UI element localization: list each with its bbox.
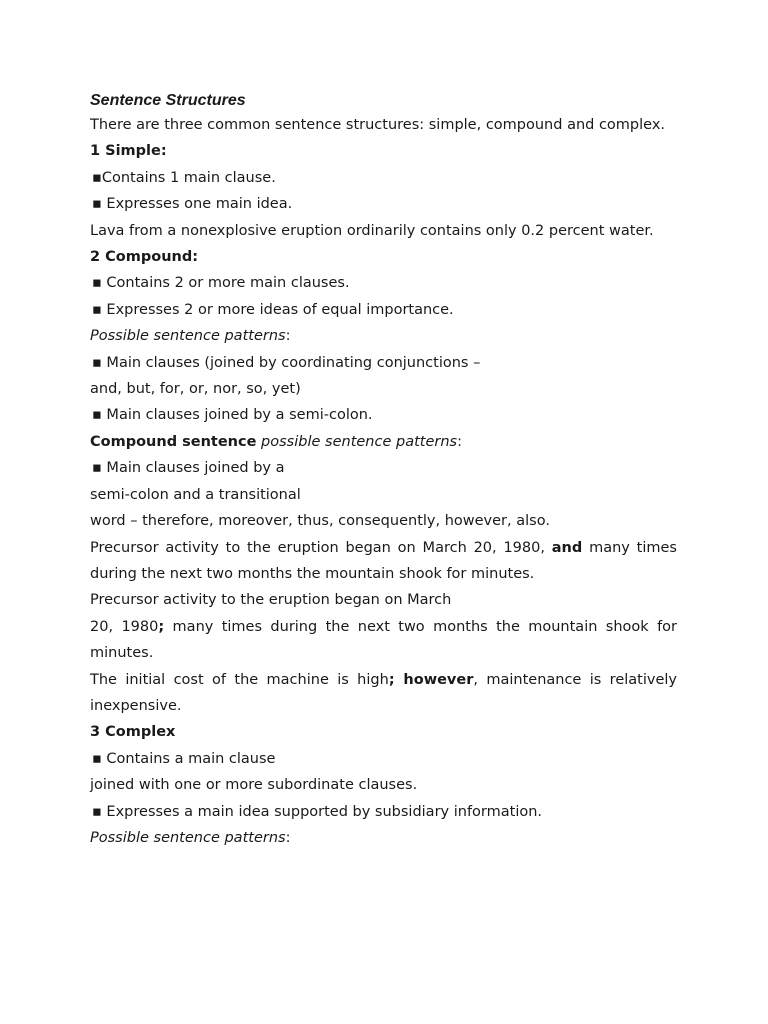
- compound-sentence-line-3: word – therefore, moreover, thus, consequently, however, also.: [90, 513, 550, 530]
- intro-paragraph: There are three common sentence structures: simple, compound and complex.: [90, 117, 666, 133]
- document-page: [90, 90, 677, 851]
- complex-patterns-label-colon: :: [285, 829, 291, 846]
- compound-heading: 2 Compound:: [90, 249, 199, 266]
- example-2-part-a: 20, 1980: [90, 618, 159, 635]
- complex-heading: 3 Complex: [90, 724, 176, 741]
- simple-bullet-1: ▪Contains 1 main clause.: [92, 169, 276, 186]
- compound-bullet-1: ▪ Contains 2 or more main clauses.: [92, 275, 350, 292]
- example-1-part-b: many times during the next two months the mountain shook for minutes.: [90, 539, 677, 582]
- compound-pattern-1-line-1: ▪ Main clauses (joined by coordinating conjunctions –: [92, 354, 481, 371]
- complex-patterns-label-text: Possible sentence patterns: [90, 829, 286, 846]
- patterns-label-text: Possible sentence patterns: [90, 328, 286, 345]
- patterns-label-colon: :: [285, 328, 291, 345]
- complex-bullet-1-line-1: ▪ Contains a main clause: [92, 750, 276, 767]
- example-2-part-b: many times during the next two months the mountain shook for minutes.: [90, 618, 678, 662]
- compound-sentence-colon: :: [457, 433, 462, 450]
- complex-patterns-label: [90, 825, 677, 851]
- compound-example-3: [90, 667, 677, 720]
- compound-sentence-patterns-label: [90, 429, 677, 455]
- compound-example-1: [90, 535, 677, 588]
- example-1-part-a: Precursor activity to the eruption began on March 20, 1980,: [90, 539, 552, 556]
- compound-example-2-line-2: [90, 614, 677, 667]
- simple-heading: 1 Simple:: [90, 143, 167, 160]
- compound-example-2-line-1: Precursor activity to the eruption began on March: [90, 592, 452, 609]
- example-1-conjunction: and: [551, 539, 583, 556]
- compound-sentence-bold: Compound sentence: [90, 433, 257, 450]
- simple-bullet-2: ▪ Expresses one main idea.: [92, 196, 293, 213]
- complex-bullet-2: ▪ Expresses a main idea supported by subsidiary information.: [92, 803, 543, 820]
- compound-sentence-line-1: ▪ Main clauses joined by a: [92, 460, 285, 477]
- example-3-part-a: The initial cost of the machine is high: [90, 671, 389, 688]
- compound-pattern-1-line-2: and, but, for, or, nor, so, yet): [90, 381, 301, 398]
- page-title: Sentence Structures: [90, 92, 246, 109]
- compound-sentence-italic: possible sentence patterns: [256, 433, 458, 450]
- compound-patterns-label: [90, 323, 677, 349]
- compound-sentence-line-2: semi-colon and a transitional: [90, 486, 301, 503]
- compound-pattern-2: ▪ Main clauses joined by a semi-colon.: [92, 407, 373, 424]
- complex-bullet-1-line-2: joined with one or more subordinate clauses.: [90, 777, 418, 794]
- simple-example: Lava from a nonexplosive eruption ordinarily contains only 0.2 percent water.: [90, 222, 654, 239]
- example-2-semicolon: ;: [158, 618, 165, 635]
- example-3-however: ; however: [388, 671, 474, 688]
- example-3-part-b: , maintenance is relatively inexpensive.: [90, 671, 677, 714]
- compound-bullet-2: ▪ Expresses 2 or more ideas of equal importance.: [92, 301, 454, 318]
